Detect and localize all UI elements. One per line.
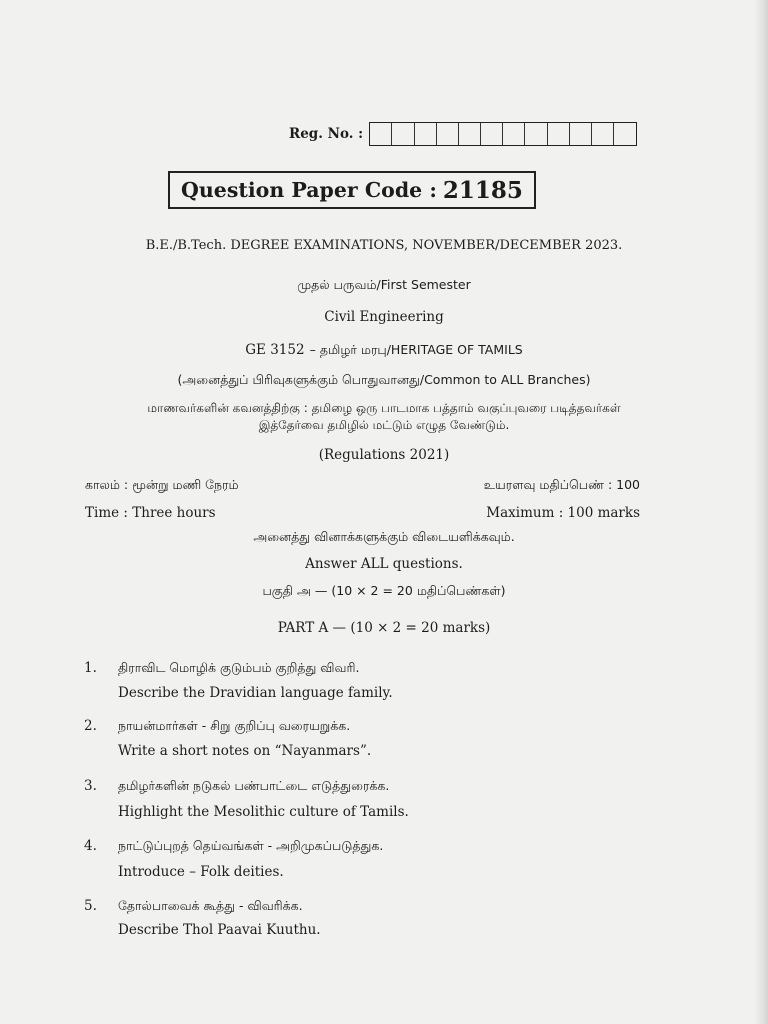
page-edge-shadow	[754, 0, 768, 1024]
question-tamil: நாட்டுப்புறத் தெய்வங்கள் - அறிமுகப்படுத்துக.	[118, 838, 384, 853]
course-name: – தமிழர் மரபு/HERITAGE OF TAMILS	[309, 342, 523, 357]
student-note-line2: இத்தேர்வை தமிழில் மட்டும் எழுத வேண்டும்.	[258, 418, 510, 432]
reg-digit-box	[415, 123, 437, 145]
question-english: Highlight the Mesolithic culture of Tamils.	[118, 804, 409, 820]
answer-instruction-tamil: அனைத்து வினாக்களுக்கும் விடையளிக்கவும்.	[253, 529, 515, 544]
reg-boxes	[369, 122, 637, 146]
reg-digit-box	[548, 123, 570, 145]
reg-label: Reg. No. :	[289, 126, 364, 142]
question-paper-code-box	[168, 171, 536, 209]
question-english: Introduce – Folk deities.	[118, 864, 284, 880]
question-english: Describe Thol Paavai Kuuthu.	[118, 922, 321, 938]
department: Civil Engineering	[324, 309, 444, 325]
question-english: Describe the Dravidian language family.	[118, 685, 393, 701]
question-number: 1.	[84, 660, 97, 676]
course-line	[0, 339, 768, 359]
time-english: Time : Three hours	[85, 505, 216, 521]
course-code: GE 3152	[245, 342, 305, 358]
code-label: Question Paper Code :	[181, 178, 437, 202]
student-note-line1: மாணவர்களின் கவனத்திற்கு : தமிழை ஒரு பாடமாக பத்தாம் வகுப்புவரை படித்தவர்கள்	[147, 401, 621, 415]
time-tamil: காலம் : மூன்று மணி நேரம்	[85, 477, 239, 492]
semester: முதல் பருவம்/First Semester	[297, 277, 471, 292]
question-tamil: தோல்பாவைக் கூத்து - விவரிக்க.	[118, 898, 303, 913]
answer-instruction-english: Answer ALL questions.	[305, 556, 463, 572]
reg-number-field	[289, 121, 637, 147]
question-english: Write a short notes on “Nayanmars”.	[118, 743, 372, 759]
question-number: 3.	[84, 778, 97, 794]
code-number: 21185	[442, 176, 523, 204]
max-marks-tamil: உயரளவு மதிப்பெண் : 100	[483, 477, 640, 492]
reg-digit-box	[503, 123, 525, 145]
reg-digit-box	[459, 123, 481, 145]
reg-digit-box	[437, 123, 459, 145]
question-tamil: திராவிட மொழிக் குடும்பம் குறித்து விவரி.	[118, 660, 360, 675]
exam-title: B.E./B.Tech. DEGREE EXAMINATIONS, NOVEMBER/DECEMBER 2023.	[145, 238, 623, 253]
reg-digit-box	[525, 123, 547, 145]
reg-digit-box	[592, 123, 614, 145]
reg-digit-box	[570, 123, 592, 145]
part-a-heading-english: PART A — (10 × 2 = 20 marks)	[277, 620, 491, 636]
question-tamil: நாயன்மார்கள் - சிறு குறிப்பு வரையறுக்க.	[118, 718, 351, 733]
question-number: 4.	[84, 838, 97, 854]
question-number: 2.	[84, 718, 97, 734]
reg-digit-box	[614, 123, 636, 145]
regulations: (Regulations 2021)	[318, 447, 450, 463]
common-branches: (அனைத்துப் பிரிவுகளுக்கும் பொதுவானது/Common to ALL Branches)	[177, 372, 591, 387]
part-a-heading-tamil: பகுதி அ — (10 × 2 = 20 மதிப்பெண்கள்)	[262, 583, 506, 598]
question-number: 5.	[84, 898, 97, 914]
reg-digit-box	[370, 123, 392, 145]
max-marks-english: Maximum : 100 marks	[486, 505, 640, 521]
reg-digit-box	[481, 123, 503, 145]
reg-digit-box	[392, 123, 414, 145]
question-tamil: தமிழர்களின் நடுகல் பண்பாட்டை எடுத்துரைக்க.	[118, 778, 390, 793]
